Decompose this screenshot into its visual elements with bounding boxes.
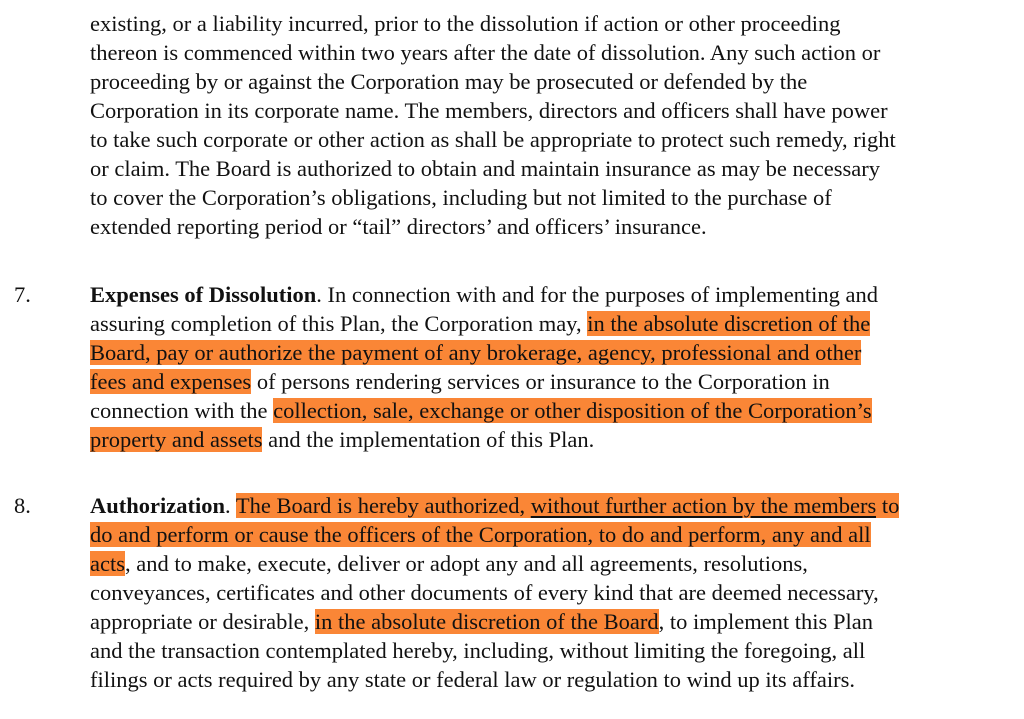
highlighted-text: fees and expenses <box>90 369 252 394</box>
intro-line: to take such corporate or other action as shall be appropriate to protect such remedy, right <box>90 127 896 152</box>
intro-line: or claim. The Board is authorized to obtain and maintain insurance as may be necessary <box>90 156 880 181</box>
section-line: fees and expenses of persons rendering services or insurance to the Corporation in <box>90 369 830 394</box>
section-line <box>90 520 871 549</box>
highlighted-text: acts <box>90 551 125 576</box>
section-number: 8. <box>14 493 31 518</box>
highlighted-text: Board, pay or authorize the payment of any brokerage, agency, professional and other <box>90 340 862 365</box>
intro-line: extended reporting period or “tail” directors’ and officers’ insurance. <box>90 214 707 239</box>
section-number: 7. <box>14 282 31 307</box>
highlighted-text: property and assets <box>90 427 263 452</box>
section-line: and the transaction contemplated hereby, including, without limiting the foregoing, all <box>90 638 866 663</box>
section-line: assuring completion of this Plan, the Corporation may, in the absolute discretion of the <box>90 311 871 336</box>
intro-line: existing, or a liability incurred, prior to the dissolution if action or other proceeding <box>90 11 841 36</box>
intro-line: Corporation in its corporate name. The members, directors and officers shall have power <box>90 98 888 123</box>
section-line: Expenses of Dissolution. In connection with and for the purposes of implementing and <box>90 282 879 307</box>
section-line: Authorization. The Board is hereby authorized, without further action by the members to <box>90 493 900 518</box>
section-line: conveyances, certificates and other documents of every kind that are deemed necessary, <box>90 580 879 605</box>
intro-line: to cover the Corporation’s obligations, including but not limited to the purchase of <box>90 185 832 210</box>
highlighted-text: in the absolute discretion of the <box>587 311 871 336</box>
intro-line: proceeding by or against the Corporation may be prosecuted or defended by the <box>90 69 808 94</box>
section-heading: Expenses of Dissolution <box>90 282 317 307</box>
highlighted-text: to <box>876 493 900 518</box>
section-line: appropriate or desirable, in the absolute discretion of the Board, to implement this Plan <box>90 609 873 634</box>
highlighted-text: collection, sale, exchange or other disposition of the Corporation’s <box>273 398 872 423</box>
section-line: connection with the collection, sale, exchange or other disposition of the Corporation’s <box>90 398 872 423</box>
section-line: acts, and to make, execute, deliver or adopt any and all agreements, resolutions, <box>90 551 808 576</box>
highlighted-text: in the absolute discretion of the Board <box>314 609 659 634</box>
underlined-highlighted-text: without further action by the members <box>530 493 877 518</box>
section-heading: Authorization <box>90 493 225 518</box>
intro-line: thereon is commenced within two years after the date of dissolution. Any such action or <box>90 40 881 65</box>
section-line: filings or acts required by any state or federal law or regulation to wind up its affairs. <box>90 667 855 692</box>
highlighted-text: do and perform or cause the officers of the Corporation, to do and perform, any and all <box>90 522 871 547</box>
highlighted-text: The Board is hereby authorized, <box>235 493 531 518</box>
section-line <box>90 338 861 367</box>
section-line: property and assets and the implementation of this Plan. <box>90 427 595 452</box>
